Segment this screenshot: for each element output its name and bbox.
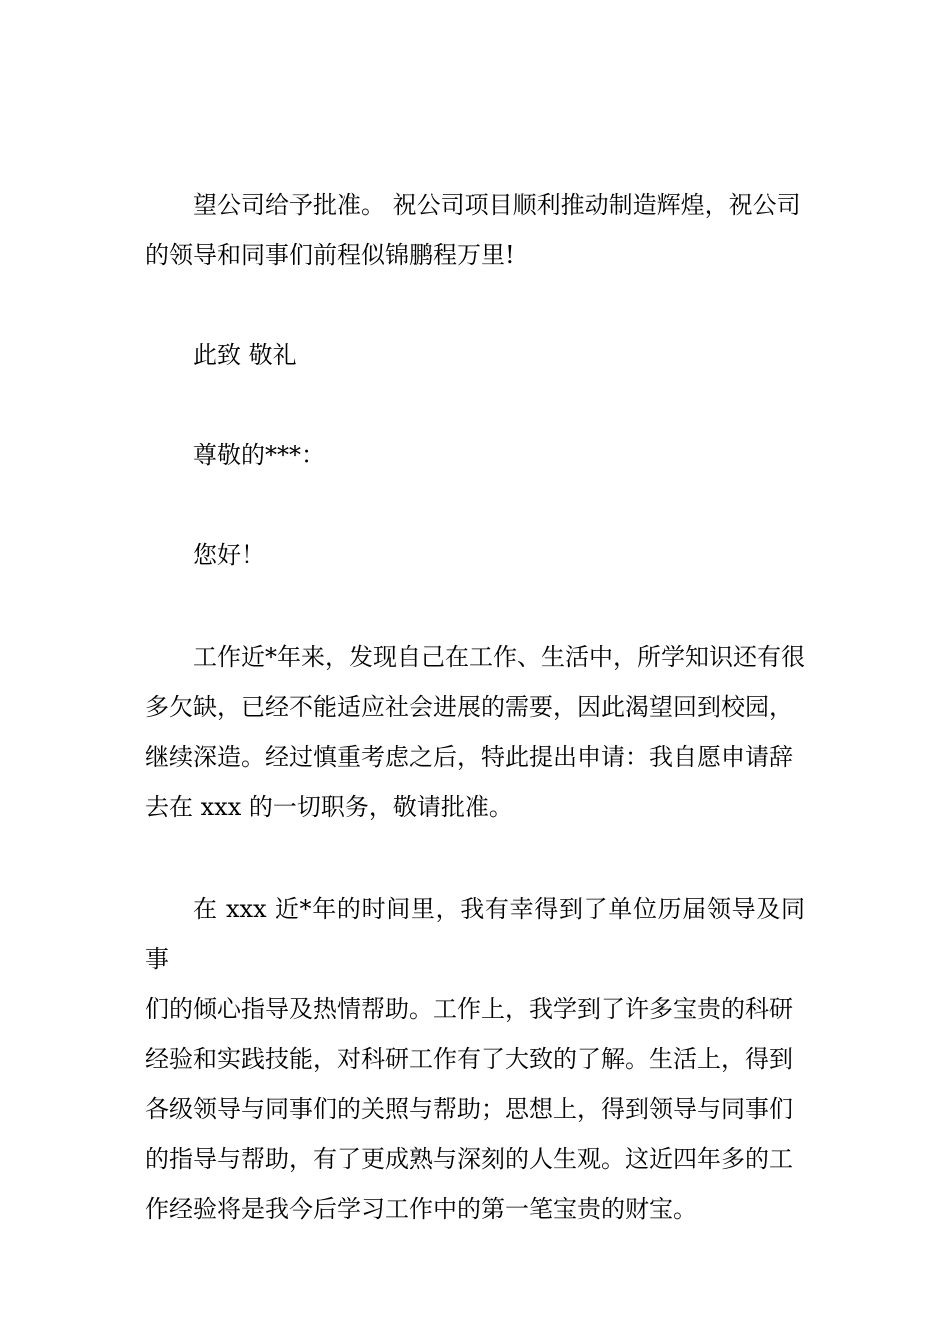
paragraph-gratitude xyxy=(145,884,805,1234)
text-line: 们的倾心指导及热情帮助。工作上，我学到了许多宝贵的科研 xyxy=(145,995,793,1023)
text-line: 多欠缺，已经不能适应社会进展的需要，因此渴望回到校园， xyxy=(145,693,793,721)
text-line: 各级领导与同事们的关照与帮助；思想上，得到领导与同事们 xyxy=(145,1095,793,1123)
text-line: 经验和实践技能，对科研工作有了大致的了解。生活上，得到 xyxy=(145,1045,793,1073)
text-line: 您好！ xyxy=(193,541,265,569)
text-line: 去在 xxx 的一切职务，敬请批准。 xyxy=(145,793,513,821)
paragraph-gap xyxy=(145,480,805,530)
document-body xyxy=(145,180,805,1234)
text-line: 此致 敬礼 xyxy=(193,341,297,369)
text-line: 继续深造。经过慎重考虑之后，特此提出申请：我自愿申请辞 xyxy=(145,743,793,771)
paragraph-gap xyxy=(145,580,805,632)
paragraph-gap xyxy=(145,832,805,884)
paragraph-resignation-reason xyxy=(145,632,805,832)
text-line: 望公司给予批准。 祝公司项目顺利推动制造辉煌，祝公司 xyxy=(193,191,801,219)
text-line: 作经验将是我今后学习工作中的第一笔宝贵的财宝。 xyxy=(145,1195,697,1223)
text-line: 的领导和同事们前程似锦鹏程万里! xyxy=(145,241,515,269)
text-line: 的指导与帮助，有了更成熟与深刻的人生观。这近四年多的工 xyxy=(145,1145,793,1173)
paragraph-addressee xyxy=(145,430,805,480)
paragraph-closing-salutation xyxy=(145,330,805,380)
paragraph-gap xyxy=(145,280,805,330)
text-line: 工作近*年来，发现自己在工作、生活中，所学知识还有很 xyxy=(193,643,805,671)
paragraph-approval-wishes xyxy=(145,180,805,280)
paragraph-greeting xyxy=(145,530,805,580)
paragraph-gap xyxy=(145,380,805,430)
text-line: 尊敬的***： xyxy=(193,441,325,469)
text-line: 在 xxx 近*年的时间里，我有幸得到了单位历届领导及同事 xyxy=(145,895,805,973)
